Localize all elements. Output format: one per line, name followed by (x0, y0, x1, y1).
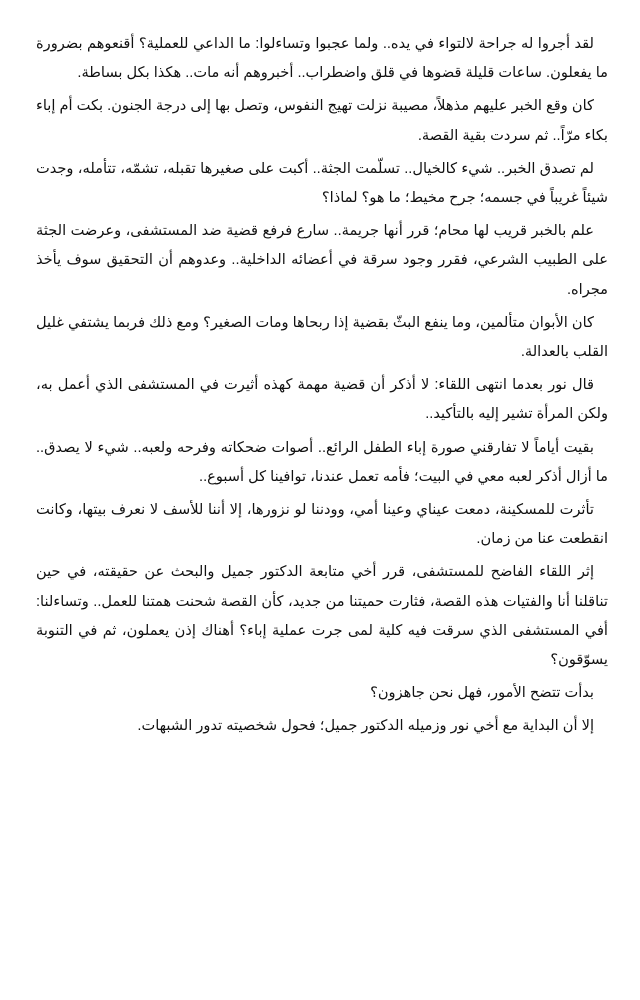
paragraph: إثر اللقاء الفاضح للمستشفى، قرر أخي متابعة الدكتور جميل والبحث عن حقيقته، في حين تناقلنا أنا والفتيات هذه القصة، فثارت حميتنا من جديد، كأن القصة شحنت همتنا للعمل.. وتساءلنا: أفي المستشفى الذي سرقت فيه كلية لمى جرت عملية إباء؟ أهناك إذن يعملون، ثم في التنوبة يسوّقون؟ (36, 564, 608, 669)
paragraph: تأثرت للمسكينة، دمعت عيناي وعينا أمي، وودننا لو نزورها، إلا أننا للأسف لا نعرف بيتها، وكانت انقطعت عنا من زمان. (36, 502, 608, 548)
paragraph: بقيت أياماً لا تفارقني صورة إباء الطفل الرائع.. أصوات ضحكاته وفرحه ولعبه.. شيء لا يصدق.. ما أزال أذكر لعبه معي في البيت؛ فأمه تعمل عندنا، توافينا كل أسبوع.. (36, 439, 608, 485)
paragraph: كان وقع الخبر عليهم مذهلاً، مصيبة نزلت تهيج النفوس، وتصل بها إلى درجة الجنون. بكت أم إباء بكاء مرّاً.. ثم سردت بقية القصة. (36, 98, 608, 144)
book-page-text (36, 30, 608, 746)
paragraph: كان الأبوان متألمين، وما ينفع البثّ بقضية إذا ربحاها ومات الصغير؟ ومع ذلك فربما يشتفي غليل القلب بالعدالة. (36, 314, 608, 361)
paragraph: قال نور بعدما انتهى اللقاء: لا أذكر أن قضية مهمة كهذه أثيرت في المستشفى الذي أعمل به، ولكن المرأة تشير إليه بالتأكيد.. (36, 377, 608, 423)
paragraph: علم بالخبر قريب لها محام؛ قرر أنها جريمة.. سارع فرفع قضية ضد المستشفى، وعرضت الجثة على الطبيب الشرعي، فقرر وجود سرقة في أعضائه الداخلية.. وعدوهم أن التحقيق سوف يأخذ مجراه. (36, 223, 608, 298)
paragraph: بدأت تتضح الأمور، فهل نحن جاهزون؟ (370, 685, 594, 702)
paragraph: إلا أن البداية مع أخي نور وزميله الدكتور جميل؛ فحول شخصيته تدور الشبهات. (137, 718, 594, 735)
paragraph: لقد أجروا له جراحة لالتواء في يده.. ولما عجبوا وتساءلوا: ما الداعي للعملية؟ أقنعوهم بضرورة ما يفعلون. ساعات قليلة قضوها في قلق واضطراب.. أخبروهم أنه مات.. هكذا بكل بساطة. (36, 36, 608, 82)
paragraph: لم تصدق الخبر.. شيء كالخيال.. تسلّمت الجثة.. أكبت على صغيرها تقبله، تشمّه، تتأمله، وجدت شيئاً غريباً في جسمه؛ جرح مخيط؛ ما هو؟ لماذا؟ (36, 160, 608, 207)
